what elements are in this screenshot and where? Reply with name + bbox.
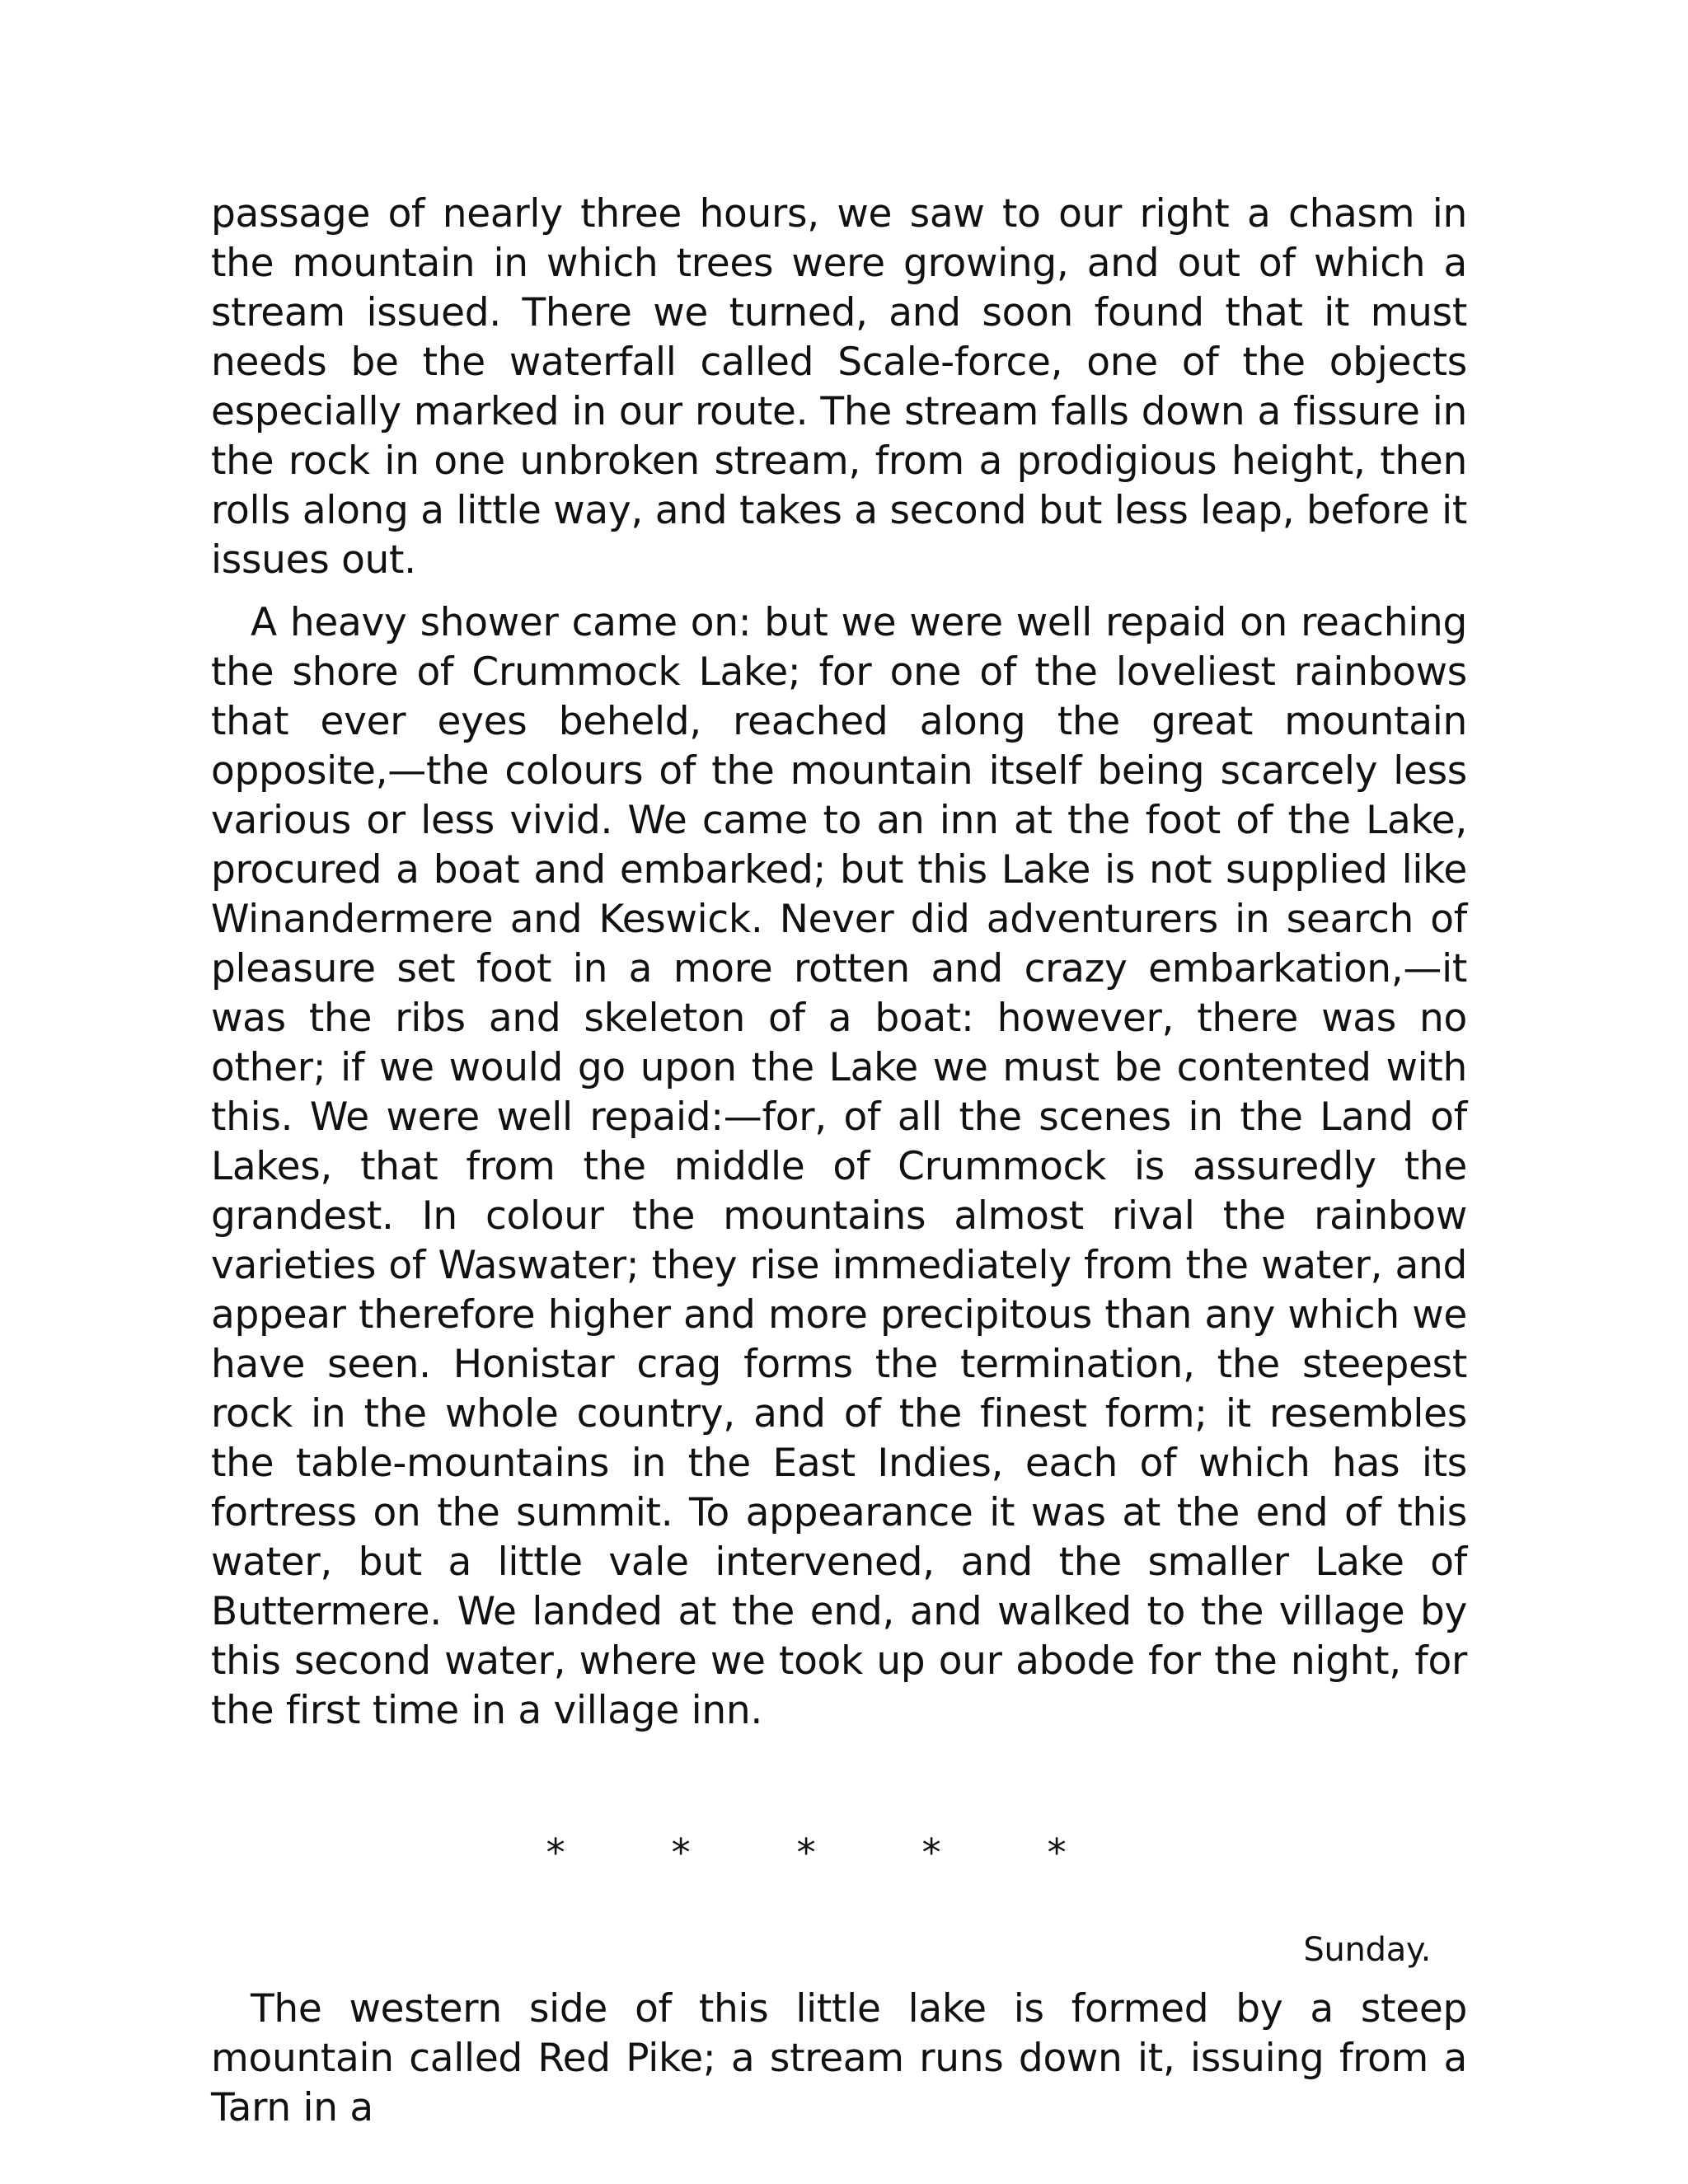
section-separator [211, 1828, 1467, 1877]
separator-asterisk: * [1045, 1830, 1068, 1875]
separator-asterisk: * [920, 1830, 943, 1875]
separator-asterisk: * [669, 1830, 692, 1875]
separator-asterisk: * [795, 1830, 818, 1875]
paragraph-continuation: passage of nearly three hours, we saw to our right a chasm in the mountain in which trees were growing, and out of which a stream issued. There we turned, and soon found that it must needs be the waterfall called Scale-force, one of the objects especially marked in our route. The stream falls down a fissure in the rock in one unbroken stream, from a prodigious height, then rolls along a little way, and takes a second but less leap, before it issues out. [211, 191, 1467, 583]
paragraph-red-pike: The western side of this little lake is formed by a steep mountain called Red Pike; a stream runs down it, issuing from a Tarn in a [211, 1986, 1467, 2130]
dateline: Sunday. [1303, 1931, 1431, 1969]
separator-asterisk: * [544, 1830, 567, 1875]
paragraph-crummock: A heavy shower came on: but we were well repaid on reaching the shore of Crummock Lake; for one of the loveliest rainbows that ever eyes beheld, reached along the great mountain opposite,—the colours of the mountain itself being scarcely less various or less vivid. We came to an inn at the foot of the Lake, procured a boat and embarked; but this Lake is not supplied like Winandermere and Keswick. Never did adventurers in search of pleasure set foot in a more rotten and crazy embarkation,—it was the ribs and skeleton of a boat: however, there was no other; if we would go upon the Lake we must be contented with this. We were well repaid:—for, of all the scenes in the Land of Lakes, that from the middle of Crummock is assuredly the grandest. In colour the mountains almost rival the rainbow varieties of Waswater; they rise immediately from the water, and appear therefore higher and more precipitous than any which we have seen. Honistar crag forms the termination, the steepest rock in the whole country, and of the finest form; it resembles the table-mountains in the East Indies, each of which has its fortress on the summit. To appearance it was at the end of this water, but a little vale intervened, and the smaller Lake of Buttermere. We landed at the end, and walked to the village by this second water, where we took up our abode for the night, for the first time in a village inn. [211, 600, 1467, 1733]
page-body [211, 190, 1467, 2133]
